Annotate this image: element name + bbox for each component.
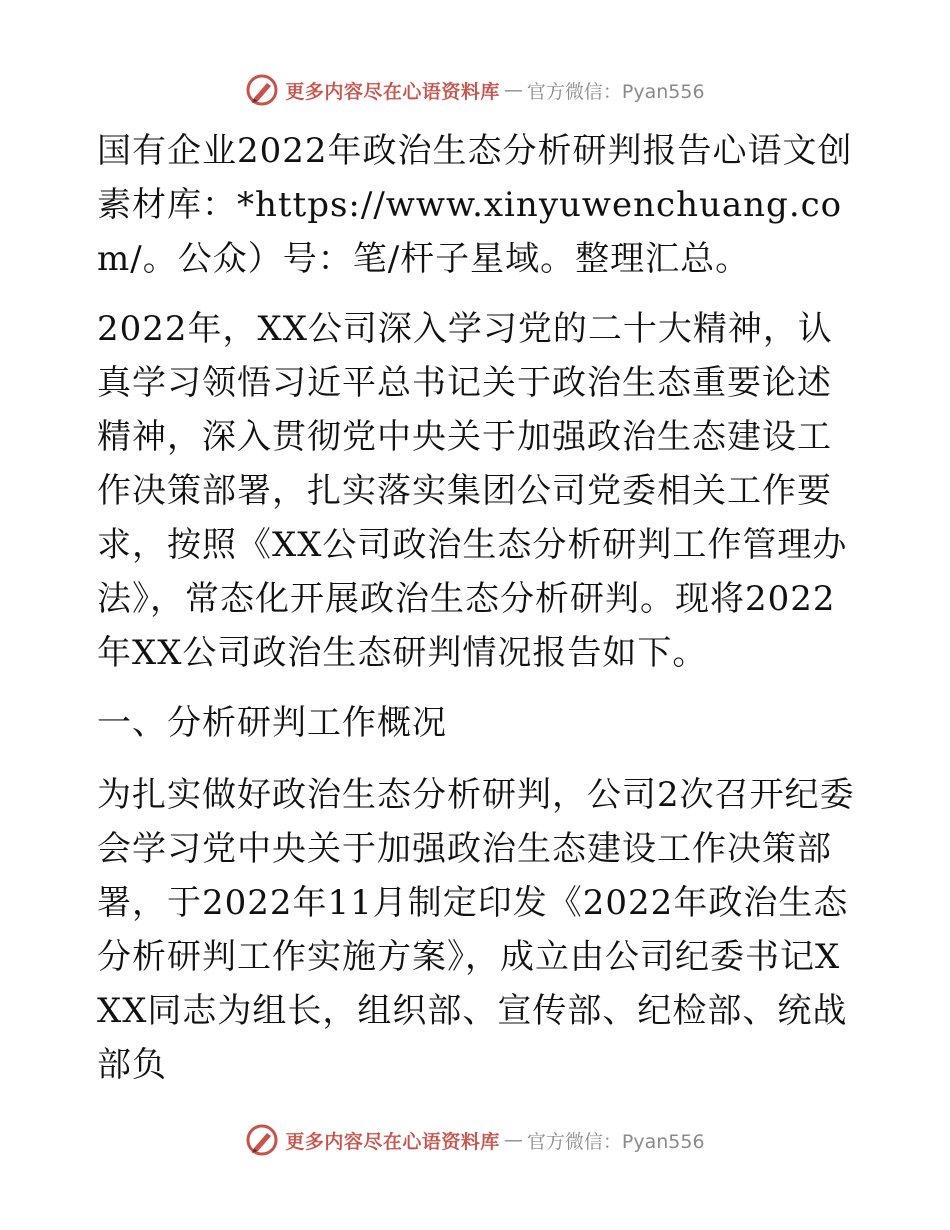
watermark-wechat: 官方微信：Pyan556 — [526, 1130, 705, 1153]
footer-watermark — [0, 1120, 950, 1160]
watermark-wechat: 官方微信：Pyan556 — [526, 80, 705, 103]
pen-logo-icon — [245, 73, 279, 107]
paragraph-intro: 2022年，XX公司深入学习党的二十大精神，认真学习领悟习近平总书记关于政治生态重要论述精神，深入贯彻党中央关于加强政治生态建设工作决策部署，扎实落实集团公司党委相关工作要求，按照《XX公司政治生态分析研判工作管理办法》，常态化开展政治生态分析研判。现将2022年XX公司政治生态研判情况报告如下。 — [97, 309, 848, 673]
section-heading: 一、分析研判工作概况 — [97, 703, 447, 743]
watermark-separator: — — [503, 1129, 523, 1151]
header-watermark — [0, 70, 950, 110]
watermark-text: 更多内容尽在心语资料库 — [285, 80, 500, 103]
paragraph-overview: 为扎实做好政治生态分析研判，公司2次召开纪委会学习党中央关于加强政治生态建设工作决策部署，于2022年11月制定印发《2022年政治生态分析研判工作实施方案》，成立由公司纪委书记XXX同志为组长，组织部、宣传部、纪检部、统战部负 — [97, 775, 855, 1085]
watermark-text: 更多内容尽在心语资料库 — [285, 1130, 500, 1153]
watermark-separator: — — [503, 79, 523, 101]
pen-logo-icon — [245, 1123, 279, 1157]
paragraph-title: 国有企业2022年政治生态分析研判报告心语文创素材库：*https://www.xinyuwenchuang.com/。公众）号：笔/杆子星域。整理汇总。 — [97, 131, 853, 279]
document-body — [97, 124, 857, 1108]
